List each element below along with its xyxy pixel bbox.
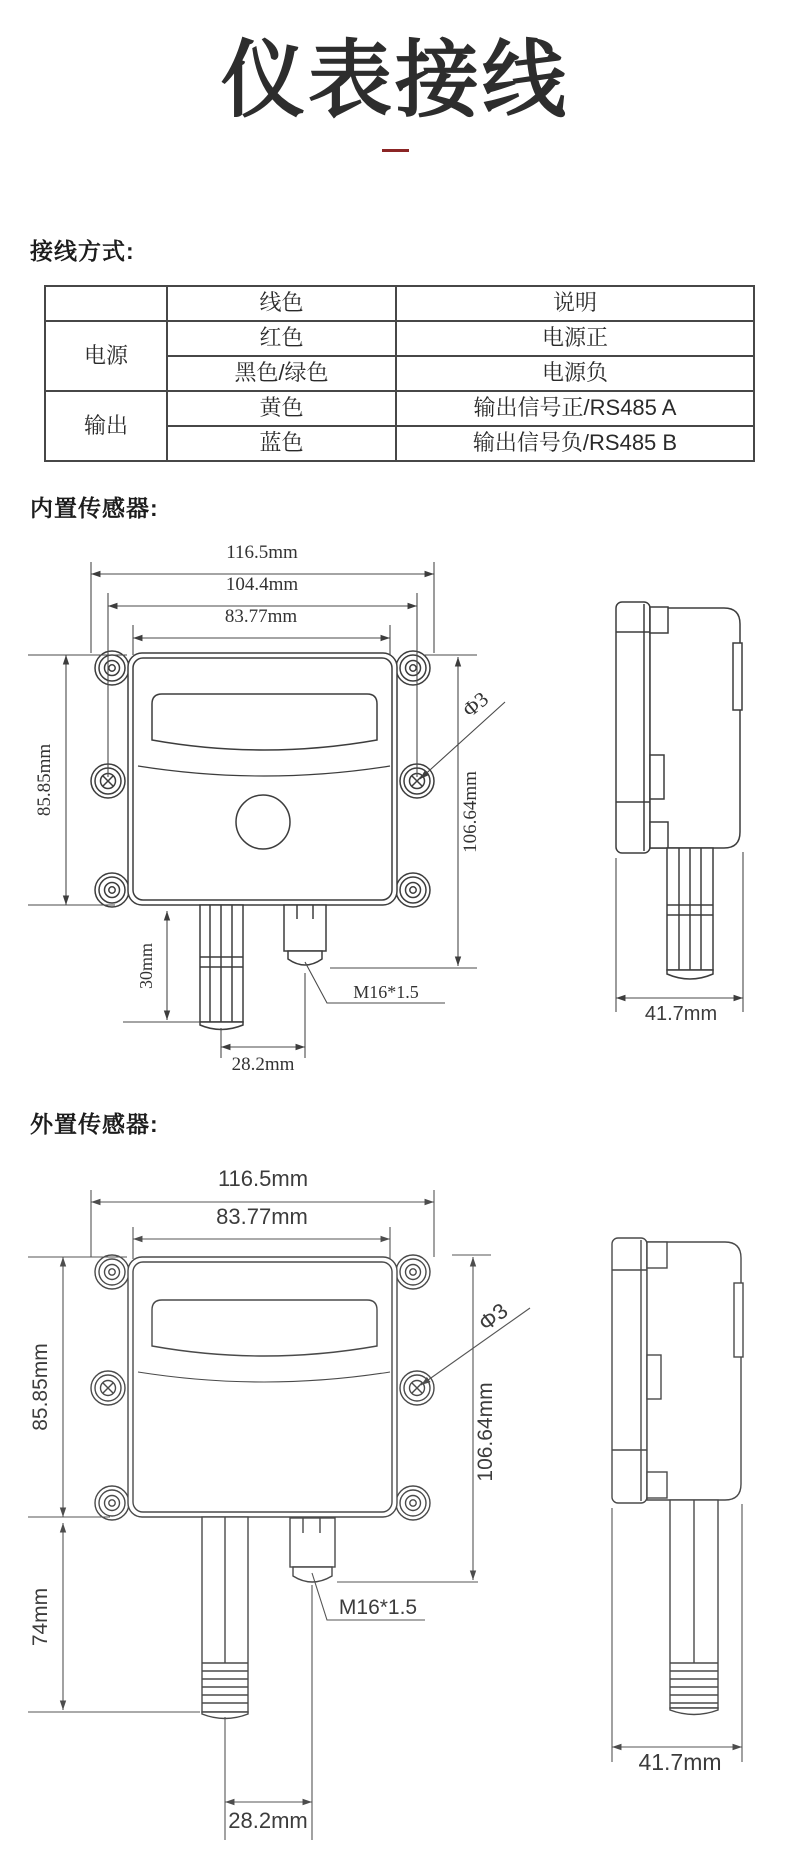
header-wire-color: 线色 (167, 286, 396, 321)
page-title: 仪表接线 (220, 33, 569, 127)
dim-gland-thread: M16*1.5 (353, 982, 419, 1002)
builtin-heading: 内置传感器: (30, 495, 159, 521)
cable-gland-front (290, 1518, 335, 1582)
enclosure-body (128, 1257, 397, 1517)
dim-width-outer: 116.5mm (217, 1166, 309, 1191)
cell-wire-color: 蓝色 (167, 426, 396, 461)
enclosure-body (128, 653, 397, 905)
header-description: 说明 (396, 286, 754, 321)
table-row (45, 321, 754, 356)
probe-front (200, 905, 243, 1030)
cell-description: 输出信号负/RS485 B (396, 426, 754, 461)
dim-hole-diameter: Φ3 (473, 1297, 513, 1336)
dim-probe-length: 30mm (136, 942, 156, 990)
side-body (650, 608, 740, 848)
cell-description: 输出信号正/RS485 A (396, 391, 754, 426)
side-groove (733, 643, 742, 710)
probe-side (667, 848, 713, 979)
probe-front (202, 1517, 248, 1719)
side-groove (734, 1283, 743, 1357)
wiring-table (44, 285, 755, 462)
wiring-heading: 接线方式: (30, 238, 135, 264)
dim-probe-offset: 28.2mm (228, 1808, 308, 1833)
dim-gland-thread: M16*1.5 (338, 1596, 418, 1619)
table-row (45, 391, 754, 426)
dim-depth: 41.7mm (638, 1749, 722, 1775)
cable-gland-front (284, 905, 326, 965)
dim-width-outer: 116.5mm (226, 542, 298, 563)
cell-wire-color: 黄色 (167, 391, 396, 426)
table-header-row (45, 286, 754, 321)
dim-width-inner: 83.77mm (216, 1204, 308, 1229)
header-blank (45, 286, 167, 321)
probe-side (670, 1500, 718, 1715)
dim-height-body: 85.85mm (34, 743, 55, 817)
group-output: 输出 (45, 391, 167, 461)
dim-depth: 41.7mm (644, 1003, 718, 1025)
dim-height-total: 106.64mm (474, 1382, 497, 1482)
builtin-side-view (616, 602, 742, 979)
dim-height-total: 106.64mm (460, 771, 481, 853)
cell-wire-color: 黑色/绿色 (167, 356, 396, 391)
dim-width-inner: 83.77mm (224, 606, 298, 627)
dim-hole-diameter: Φ3 (457, 686, 494, 722)
group-power: 电源 (45, 321, 167, 391)
title-underline (382, 149, 409, 152)
cell-wire-color: 红色 (167, 321, 396, 356)
builtin-sensor-drawing (0, 450, 790, 1095)
dim-probe-offset: 28.2mm (231, 1054, 295, 1075)
cell-description: 电源负 (396, 356, 754, 391)
dim-width-mid: 104.4mm (225, 574, 299, 595)
cell-description: 电源正 (396, 321, 754, 356)
external-front-view (91, 1255, 434, 1719)
external-heading: 外置传感器: (30, 1111, 159, 1137)
external-sensor-drawing (0, 1150, 790, 1860)
dim-height-body: 85.85mm (29, 1343, 52, 1431)
dim-probe-length: 74mm (29, 1587, 52, 1647)
external-side-view (612, 1238, 743, 1715)
